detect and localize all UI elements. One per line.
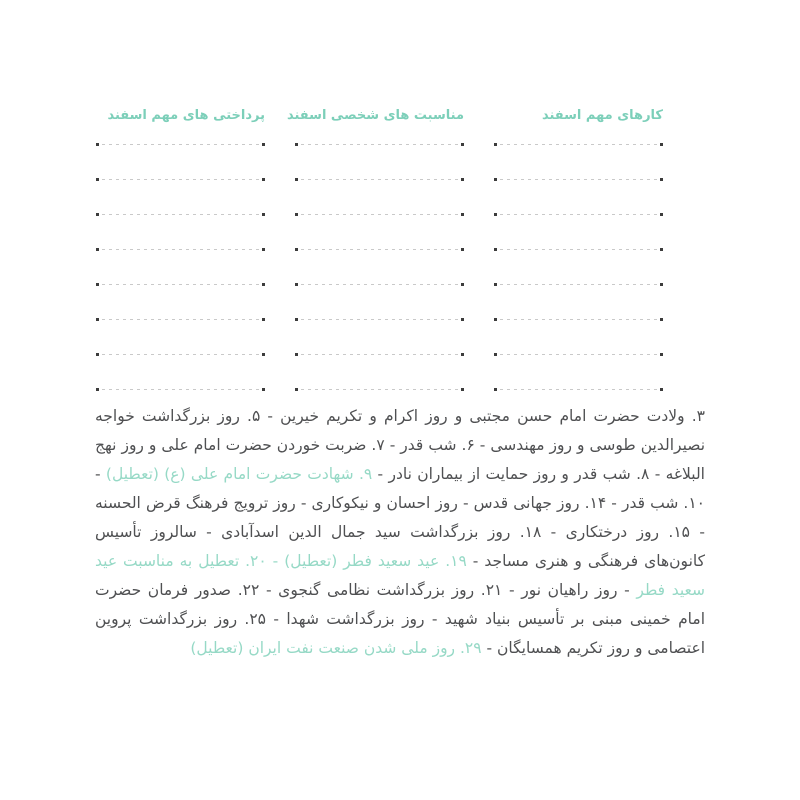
- holiday-highlight-text: ۱۹. عید سعید فطر (تعطیل) - ۲۰. تعطیل به مناسبت عید سعید فطر: [95, 552, 705, 599]
- writing-line: [494, 248, 663, 283]
- writing-line: [96, 213, 265, 248]
- dotted-line: [500, 389, 657, 390]
- dotted-line: [102, 249, 259, 250]
- writing-line: [295, 283, 464, 318]
- events-text: ۳. ولادت حضرت امام حسن مجتبی و روز اکرام و تکریم خیرین - ۵. روز بزرگداشت خواجه نصیرالدین طوسی و روز مهندسی - ۶. شب قدر - ۷. ضربت خوردن حضرت امام علی و روز نهج البلاغه - ۸. شب قدر و روز حمایت از بیماران نادر -: [95, 407, 706, 483]
- writing-line: [295, 143, 464, 178]
- writing-line: [295, 248, 464, 283]
- column-personal-occasions: [286, 106, 464, 423]
- events-text: - روز راهیان نور - ۲۱. روز بزرگداشت نظامی گنجوی - ۲۲. صدور فرمان حضرت امام خمینی مبنی بر تأسیس بنیاد شهید - روز بزرگداشت شهدا - ۲۵. روز بزرگداشت پروین اعتصامی و روز تکریم همسایگان -: [95, 581, 705, 657]
- dotted-line: [301, 214, 458, 215]
- dotted-line: [500, 284, 657, 285]
- esfand-events-paragraph: [95, 402, 705, 663]
- dotted-line: [102, 389, 259, 390]
- writing-line: [295, 318, 464, 353]
- dotted-line: [301, 249, 458, 250]
- writing-line: [494, 143, 663, 178]
- writing-line: [494, 353, 663, 388]
- writing-line: [96, 353, 265, 388]
- holiday-highlight-text: ۹. شهادت حضرت امام علی (ع) (تعطیل): [105, 465, 373, 483]
- writing-line: [96, 143, 265, 178]
- dotted-line: [500, 319, 657, 320]
- column-title-important-payments: پرداختی های مهم اسفند: [107, 108, 265, 123]
- holiday-highlight-text: ۲۹. روز ملی شدن صنعت نفت ایران (تعطیل): [190, 639, 482, 657]
- dotted-line: [102, 354, 259, 355]
- writing-line: [494, 318, 663, 353]
- dotted-line: [102, 144, 259, 145]
- dotted-line: [102, 214, 259, 215]
- writing-line: [494, 213, 663, 248]
- dotted-line: [301, 389, 458, 390]
- dotted-line: [500, 179, 657, 180]
- writing-line: [96, 248, 265, 283]
- dotted-line: [500, 354, 657, 355]
- dotted-line: [500, 214, 657, 215]
- writing-line: [494, 283, 663, 318]
- writing-lines-personal-occasions: [295, 143, 464, 423]
- dotted-line: [301, 354, 458, 355]
- dotted-line: [102, 284, 259, 285]
- dotted-line: [500, 249, 657, 250]
- dotted-line: [301, 144, 458, 145]
- writing-line: [295, 178, 464, 213]
- dotted-line: [102, 319, 259, 320]
- writing-lines-important-tasks: [494, 143, 663, 423]
- writing-line: [295, 213, 464, 248]
- writing-line: [96, 318, 265, 353]
- writing-line: [494, 178, 663, 213]
- planner-columns: [96, 106, 663, 423]
- column-title-important-tasks: کارهای مهم اسفند: [541, 108, 663, 123]
- dotted-line: [301, 179, 458, 180]
- events-text: - ۱۰. شب قدر - ۱۴. روز جهانی قدس - روز احسان و نیکوکاری - روز ترویج فرهنگ قرض الحسنه - ۱۵. روز درختکاری - ۱۸. روز بزرگداشت سید جمال الدین اسدآبادی - سالروز تأسیس کانون‌های فرهنگی و هنری مساجد -: [95, 465, 705, 570]
- writing-line: [96, 178, 265, 213]
- writing-line: [96, 283, 265, 318]
- dotted-line: [301, 284, 458, 285]
- column-important-payments: [96, 106, 265, 423]
- column-important-tasks: [494, 106, 663, 423]
- writing-lines-important-payments: [96, 143, 265, 423]
- column-title-personal-occasions: مناسبت های شخصی اسفند: [286, 108, 464, 123]
- dotted-line: [301, 319, 458, 320]
- dotted-line: [102, 179, 259, 180]
- dotted-line: [500, 144, 657, 145]
- writing-line: [295, 353, 464, 388]
